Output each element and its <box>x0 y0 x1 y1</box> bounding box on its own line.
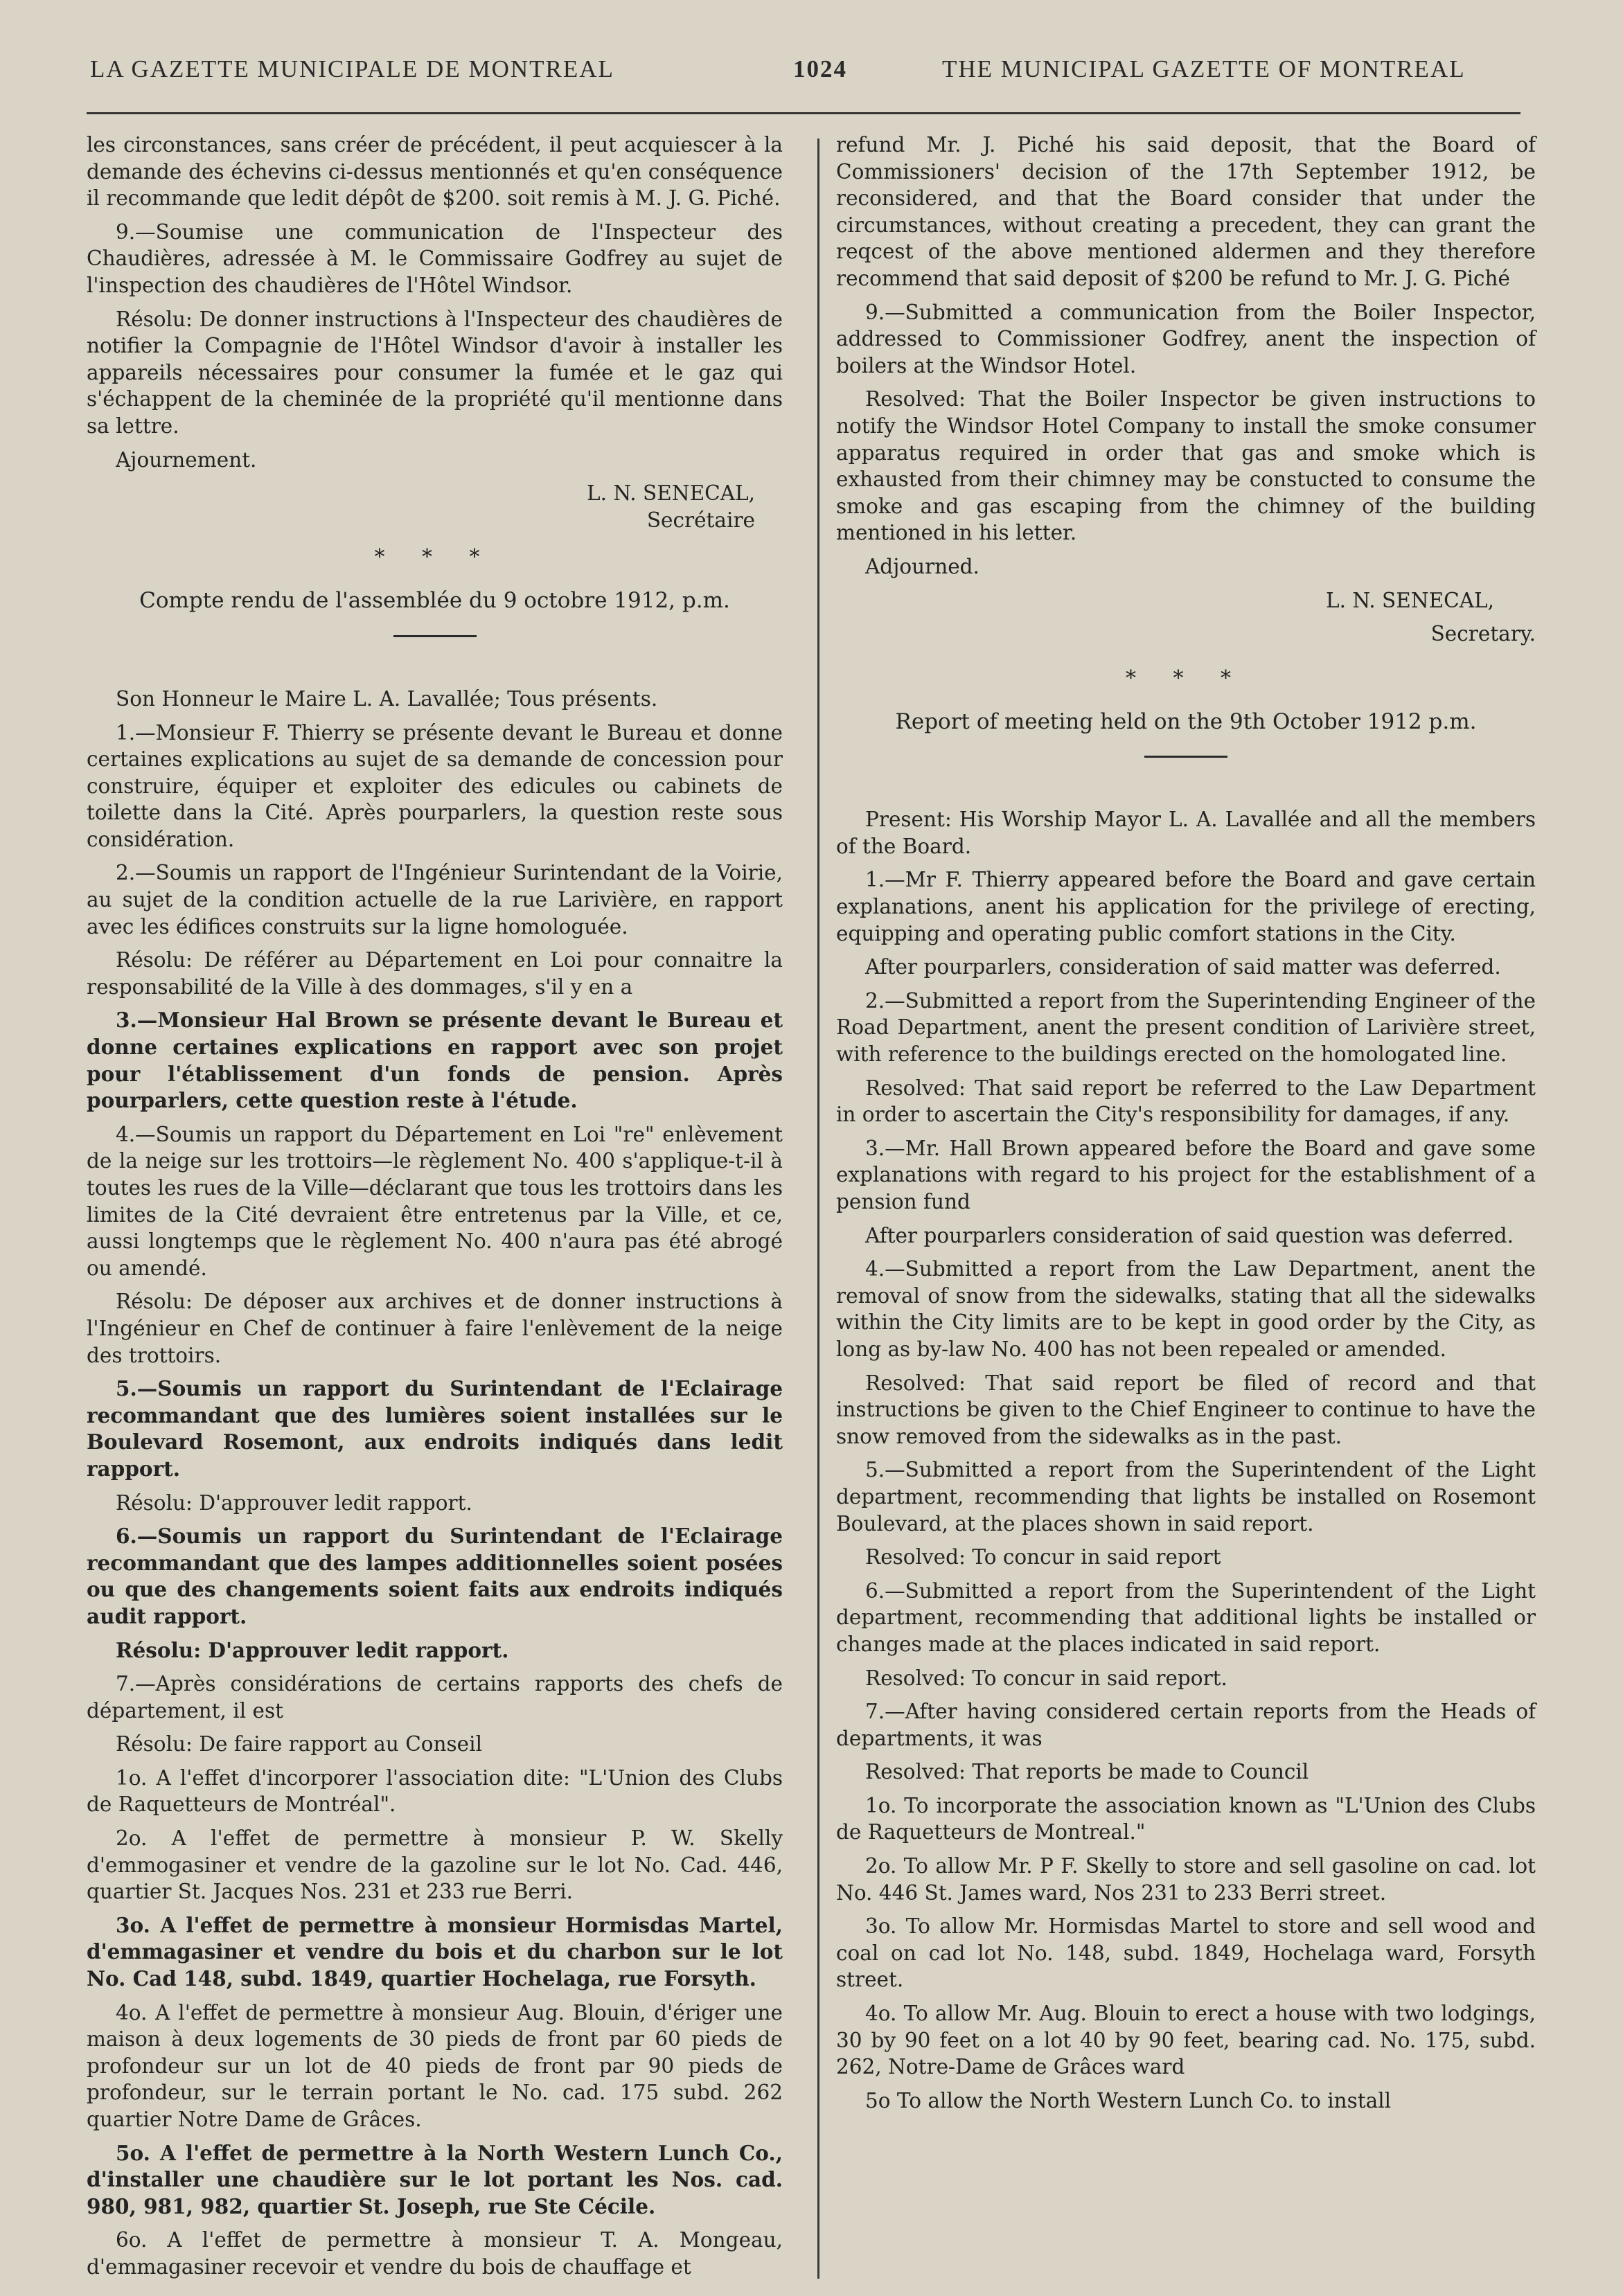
paragraph: Resolved: That the Boiler Inspector be given instructions to notify the Windsor Hotel Company to install the smoke consumer apparatus required in order that gas and smoke which is exhausted from their chimney may be constucted to consume the smoke and gas escaping from the chimney of the building mentioned in his letter. <box>836 387 1536 545</box>
paragraph: Résolu: De déposer aux archives et de donner instructions à l'Ingénieur en Chef de continuer à faire l'enlèvement de la neige des trottoirs. <box>87 1290 783 1367</box>
column-divider <box>817 139 819 2279</box>
section-separator: * * * <box>374 545 495 570</box>
paragraph: 4o. To allow Mr. Aug. Blouin to erect a house with two lodgings, 30 by 90 feet on a lot 40 by 90 feet, bearing cad. No. 175, subd. 262, Notre-Dame de Grâces ward <box>836 2002 1536 2079</box>
paragraph: 2.—Submitted a report from the Superintending Engineer of the Road Department, anent the present condition of Larivière street, with reference to the buildings erected on the homologated line. <box>836 988 1536 1067</box>
paragraph: 2o. To allow Mr. P F. Skelly to store and sell gasoline on cad. lot No. 446 St. James ward, Nos 231 to 233 Berri street. <box>836 1854 1536 1905</box>
paragraph: 5.—Submitted a report from the Superintendent of the Light department, recommending that lights be installed on Rosemont Boulevard, at the places shown in said report. <box>836 1458 1536 1536</box>
section-title: Report of meeting held on the 9th October 1912 p.m. <box>895 709 1477 734</box>
paragraph: 4.—Submitted a report from the Law Department, anent the removal of snow from the sidewalks, stating that all the sidewalks within the City limits are to be kept in good order by the City, as long as by-law No. 400 has not been repealed or amended. <box>836 1257 1536 1361</box>
signature-name: L. N. SENECAL, <box>587 481 755 506</box>
section-separator: * * * <box>1125 666 1247 691</box>
page-header <box>90 55 1510 97</box>
header-english-title: THE MUNICIPAL GAZETTE OF MONTREAL <box>942 55 1466 82</box>
adjournment: Adjourned. <box>865 554 979 578</box>
paragraph: 3.—Monsieur Hal Brown se présente devant le Bureau et donne certaines explications en rapport avec son projet pour l'établissement d'un fonds de pension. Après pourparlers, cette question reste à l'étude. <box>87 1008 783 1113</box>
paragraph: Resolved: That reports be made to Council <box>865 1760 1309 1784</box>
paragraph: Résolu: De référer au Département en Loi pour connaitre la responsabilité de la Ville à des dommages, s'il y en a <box>87 948 783 999</box>
paragraph: 3.—Mr. Hall Brown appeared before the Board and gave some explanations with regard to his project for the establishment of a pension fund <box>836 1136 1536 1213</box>
paragraph: 2.—Soumis un rapport de l'Ingénieur Surintendant de la Voirie, au sujet de la condition actuelle de la rue Larivière, en rapport avec les édifices construits sur la ligne homologuée. <box>87 861 783 938</box>
paragraph: 7.—Après considérations de certains rapports des chefs de département, il est <box>87 1672 783 1723</box>
english-column <box>836 132 1536 2121</box>
paragraph: After pourparlers consideration of said question was deferred. <box>865 1223 1514 1247</box>
paragraph: 3o. A l'effet de permettre à monsieur Hormisdas Martel, d'emmagasiner et vendre du bois et du charbon sur le lot No. Cad 148, subd. 1849, quartier Hochelaga, rue Forsyth. <box>87 1912 783 1991</box>
page-number: 1024 <box>793 55 847 82</box>
paragraph: 5.—Soumis un rapport du Surintendant de l'Eclairage recommandant que des lumières soient installées sur le Boulevard Rosemont, aux endroits indiqués dans ledit rapport. <box>87 1376 783 1481</box>
paragraph: 9.—Submitted a communication from the Boiler Inspector, addressed to Commissioner Godfrey, anent the inspection of boilers at the Windsor Hotel. <box>836 300 1536 377</box>
title-rule <box>393 635 477 637</box>
paragraph: 6o. A l'effet de permettre à monsieur T. A. Mongeau, d'emmagasiner recevoir et vendre du bois de chauffage et <box>87 2228 783 2279</box>
paragraph: Son Honneur le Maire L. A. Lavallée; Tous présents. <box>116 686 658 711</box>
french-column <box>87 132 783 2288</box>
paragraph: les circonstances, sans créer de précédent, il peut acquiescer à la demande des échevins ci-dessus mentionnés et qu'en conséquence il recommande que ledit dépôt de $200. soit remis à M. J. G. Piché. <box>87 133 783 211</box>
paragraph: 7.—After having considered certain reports from the Heads of departments, it was <box>836 1700 1536 1750</box>
paragraph: Present: His Worship Mayor L. A. Lavallée and all the members of the Board. <box>836 808 1536 858</box>
paragraph: 1o. A l'effet d'incorporer l'association dite: "L'Union des Clubs de Raquetteurs de Montréal". <box>87 1765 783 1817</box>
paragraph: Resolved: That said report be filed of record and that instructions be given to the Chief Engineer to continue to have the snow removed from the sidewalks as in the past. <box>836 1371 1536 1448</box>
paragraph: refund Mr. J. Piché his said deposit, that the Board of Commissioners' decision of the 17th September 1912, be reconsidered, and that the Board consider that under the circumstances, without creating a precedent, they can grant the reqcest of the above mentioned aldermen and they therefore recommend that said deposit of $200 be refund to Mr. J. G. Piché <box>836 133 1536 290</box>
paragraph: 3o. To allow Mr. Hormisdas Martel to store and sell wood and coal on cad lot No. 148, subd. 1849, Hochelaga ward, Forsyth street. <box>836 1914 1536 1992</box>
paragraph: 4o. A l'effet de permettre à monsieur Aug. Blouin, d'ériger une maison à deux logements de 30 pieds de front par 60 pieds de profondeur sur un lot de 40 pieds de front par 90 pieds de profondeur, sur le terrain portant le No. cad. 175 subd. 262 quartier Notre Dame de Grâces. <box>87 2000 783 2131</box>
header-rule <box>87 112 1520 114</box>
paragraph: Resolved: To concur in said report <box>865 1545 1221 1569</box>
paragraph: 2o. A l'effet de permettre à monsieur P. W. Skelly d'emmogasiner et vendre de la gazoline sur le lot No. Cad. 446, quartier St. Jacques Nos. 231 et 233 rue Berri. <box>87 1826 783 1904</box>
paragraph: 6.—Submitted a report from the Superintendent of the Light department, recommending that additional lights be installed or changes made at the places indicated in said report. <box>836 1578 1536 1656</box>
paragraph: Resolved: To concur in said report. <box>865 1666 1227 1690</box>
title-rule <box>1144 756 1227 758</box>
paragraph: 5o. A l'effet de permettre à la North Western Lunch Co., d'installer une chaudière sur le lot portant les Nos. cad. 980, 981, 982, quartier St. Joseph, rue Ste Cécile. <box>87 2140 783 2218</box>
header-french-title: LA GAZETTE MUNICIPALE DE MONTREAL <box>90 55 614 82</box>
adjournment: Ajournement. <box>116 447 257 472</box>
signature-name: L. N. SENECAL, <box>1326 588 1494 612</box>
paragraph: 5o To allow the North Western Lunch Co. to install <box>865 2088 1392 2112</box>
paragraph: Résolu: De donner instructions à l'Inspecteur des chaudières de notifier la Compagnie de l'Hôtel Windsor d'avoir à installer les appareils nécessaires pour consumer la fumée et le gaz qui s'échappent de la cheminée de la propriété qu'il mentionne dans sa lettre. <box>87 307 783 438</box>
section-title: Compte rendu de l'assemblée du 9 octobre 1912, p.m. <box>139 588 730 614</box>
paragraph: Résolu: D'approuver ledit rapport. <box>116 1637 509 1662</box>
signature-title: Secrétaire <box>646 508 755 532</box>
paragraph: After pourparlers, consideration of said matter was deferred. <box>865 955 1501 979</box>
paragraph: Résolu: De faire rapport au Conseil <box>116 1732 482 1756</box>
paragraph: 1o. To incorporate the association known as "L'Union des Clubs de Raquetteurs de Montreal." <box>836 1793 1536 1844</box>
paragraph: 1.—Monsieur F. Thierry se présente devant le Bureau et donne certaines explications au sujet de sa demande de concession pour construire, équiper et exploiter des edicules ou cabinets de toilette dans la Cité. Après pourparlers, la question reste sous considération. <box>87 720 783 851</box>
signature-title: Secretary. <box>1430 622 1536 646</box>
paragraph: Résolu: D'approuver ledit rapport. <box>116 1490 472 1515</box>
paragraph: Resolved: That said report be referred to the Law Department in order to ascertain the City's responsibility for damages, if any. <box>836 1076 1536 1127</box>
paragraph: 1.—Mr F. Thierry appeared before the Board and gave certain explanations, anent his application for the privilege of erecting, equipping and operating public comfort stations in the City. <box>836 868 1536 945</box>
paragraph: 6.—Soumis un rapport du Surintendant de l'Eclairage recommandant que des lampes additionnelles soient posées ou que des changements soient faits aux endroits indiqués audit rapport. <box>87 1524 783 1628</box>
paragraph: 4.—Soumis un rapport du Département en Loi "re" enlèvement de la neige sur les trottoirs—le règlement No. 400 s'applique-t-il à toutes les rues de la Ville—déclarant que tous les trottoirs dans les limites de la Cité devraient être entretenus par la Ville, et ce, aussi longtemps que le règlement No. 400 n'aura pas été abrogé ou amendé. <box>87 1122 783 1280</box>
paragraph: 9.—Soumise une communication de l'Inspecteur des Chaudières, adressée à M. le Commissaire Godfrey au sujet de l'inspection des chaudières de l'Hôtel Windsor. <box>87 220 783 297</box>
